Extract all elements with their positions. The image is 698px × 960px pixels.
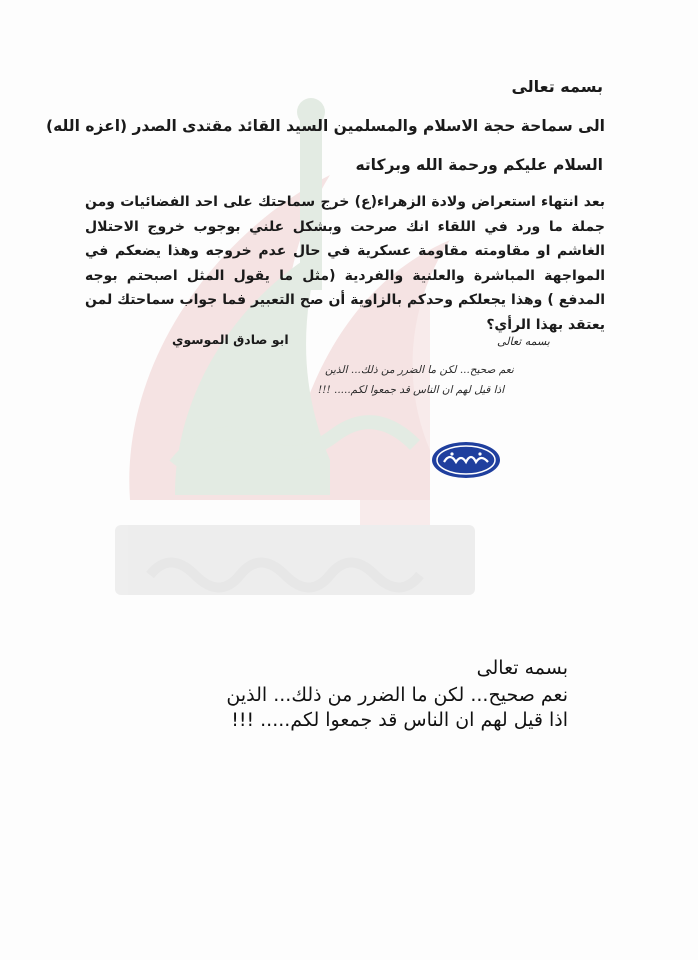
handwritten-opening: بسمه تعالى xyxy=(497,335,550,348)
watermark-calligraphy xyxy=(175,422,415,465)
handwritten-line-1: نعم صحيح... لكن ما الضرر من ذلك... الذين xyxy=(325,364,514,376)
letter-addressee: الى سماحة حجة الاسلام والمسلمين السيد القائد مقتدى الصدر (اعزه الله) xyxy=(45,117,605,135)
reply-opening: بسمه تعالى xyxy=(476,657,568,679)
letter-sender: ابو صادق الموسوي xyxy=(172,332,289,347)
watermark-banner-script xyxy=(150,563,420,588)
reply-line-1: نعم صحيح... لكن ما الضرر من ذلك... الذين xyxy=(226,684,568,706)
letter-body: بعد انتهاء استعراض ولادة الزهراء(ع) خرج سماحتك على احد الفضائيات ومن جملة ما ورد في اللقاء انك صرحت وبشكل علني بوجوب خروج الاحتلال الغاشم او مقاومته مقاومة عسكرية في حال عدم خروجه وهذا يضعكم في المواجهة المباشرة والعلنية والفردية (مثل ما يقول المثل اصبحتم بوجه المدفع ) وهذا يجعلكم وحدكم بالزاوية أن صح التعبير فما جواب سماحتك لمن يعتقد بهذا الرأي؟ xyxy=(85,194,605,333)
letter-greeting: السلام عليكم ورحمة الله وبركاته xyxy=(355,156,603,174)
letter-opening: بسمه تعالى xyxy=(511,77,603,96)
official-seal-stamp xyxy=(430,440,502,480)
reply-line-2: اذا قيل لهم ان الناس قد جمعوا لكم..... !!! xyxy=(231,709,568,731)
handwritten-line-2: اذا قيل لهم ان الناس قد جمعوا لكم..... !!! xyxy=(318,384,505,396)
watermark-banner xyxy=(115,525,475,595)
